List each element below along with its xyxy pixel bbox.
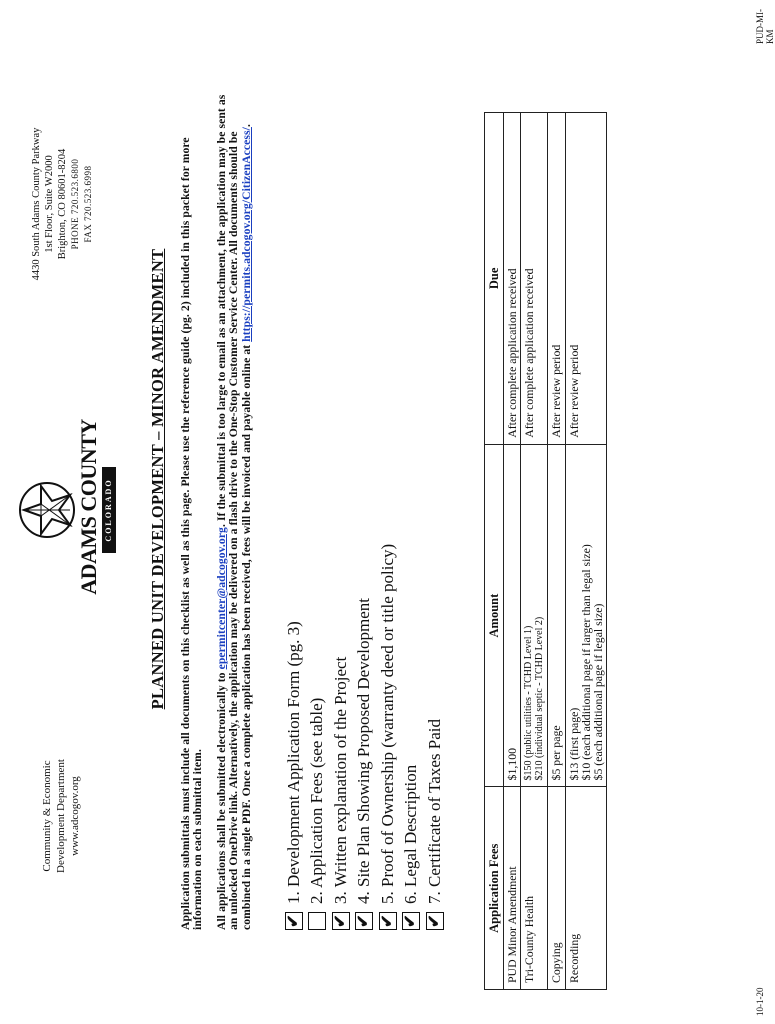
checklist-item-label: 1. Development Application Form (pg. 3): [283, 621, 303, 904]
address-block: [30, 84, 95, 324]
checkbox[interactable]: [426, 912, 444, 930]
checklist-item: [353, 230, 377, 930]
logo-subtitle: COLORADO: [102, 467, 116, 553]
checklist-item: [423, 230, 447, 930]
amount-line: $210 (individual septic - TCHD Level 2): [534, 616, 546, 781]
checklist-item-label: 5. Proof of Ownership (warranty deed or title policy): [377, 543, 397, 904]
fee-name: PUD Minor Amendment: [504, 787, 521, 990]
address-line-1: 4430 South Adams County Parkway: [31, 127, 42, 281]
page-title: PLANNED UNIT DEVELOPMENT – MINOR AMENDMENT: [148, 248, 167, 710]
email-link[interactable]: epermitcenter@adcogov.org: [215, 527, 228, 670]
checkbox[interactable]: [285, 912, 303, 930]
amount-line: $10 (each additional page if larger than legal size): [578, 544, 593, 781]
fee-due: After review period: [565, 113, 607, 445]
checklist-item: [306, 230, 330, 930]
submittal-paragraph: [216, 80, 253, 930]
checkbox[interactable]: [402, 912, 420, 930]
table-header-row: [485, 113, 504, 990]
submittal-text-1: All applications shall be submitted electronically to: [215, 669, 228, 930]
fee-due: After complete application received: [521, 113, 548, 445]
department-website: www.adcogov.org: [69, 776, 81, 856]
amount-line: $5 (each additional page if legal size): [591, 603, 606, 781]
fee-amount: [548, 444, 565, 787]
checkbox[interactable]: [332, 912, 350, 930]
fee-amount: [565, 444, 607, 787]
checkmark-icon: ✔: [402, 914, 420, 928]
adams-county-logo: [18, 419, 118, 629]
logo-wordmark: ADAMS COUNTY: [76, 419, 101, 595]
header-due: Due: [485, 113, 504, 445]
address-line-2: 1st Floor, Suite W2000: [44, 155, 55, 253]
checkbox[interactable]: [379, 912, 397, 930]
fee-due: After complete application received: [504, 113, 521, 445]
phone-line: PHONE 720.523.6800: [70, 158, 80, 250]
table-row: [565, 113, 607, 990]
table-row: [521, 113, 548, 990]
footer-code: PUD-MI-KM: [755, 9, 775, 44]
checklist-item-label: 6. Legal Description: [401, 764, 421, 904]
checklist-item-label: 7. Certificate of Taxes Paid: [424, 719, 444, 904]
amount-line: $5 per page: [549, 725, 564, 781]
table-row: [504, 113, 521, 990]
header-amount: Amount: [485, 444, 504, 787]
department-line-1: Community & Economic: [41, 760, 53, 872]
footer-date: 10-1-20: [755, 987, 765, 1016]
checkmark-icon: ✔: [378, 914, 396, 928]
fee-name: Recording: [565, 787, 607, 990]
address-line-3: Brighton, CO 80601-8204: [57, 148, 68, 260]
star-emblem-icon: [18, 481, 76, 539]
fee-name: Tri-County Health: [521, 787, 548, 990]
citizen-access-link[interactable]: https://permits.adcogov.org/CitizenAccess/: [239, 127, 253, 342]
submittal-checklist: [282, 230, 447, 930]
checkmark-icon: ✔: [284, 914, 302, 928]
header-application-fees: Application Fees: [485, 787, 504, 990]
fee-amount: [521, 444, 548, 787]
checklist-item: [282, 230, 306, 930]
fee-name: Copying: [548, 787, 565, 990]
checklist-item: [376, 230, 400, 930]
checklist-item-label: 4. Site Plan Showing Proposed Development: [354, 598, 374, 904]
checklist-item: [329, 230, 353, 930]
fees-table: [484, 112, 607, 990]
fax-line: FAX 720.523.6998: [83, 165, 93, 243]
checkmark-icon: ✔: [425, 914, 443, 928]
checkbox[interactable]: [355, 912, 373, 930]
checkmark-icon: ✔: [331, 914, 349, 928]
checkbox[interactable]: [308, 912, 326, 930]
amount-line: $150 (public utilities - TCHD Level 1): [523, 625, 535, 781]
table-row: [548, 113, 565, 990]
submittal-text-2: . If the submittal is too large to email as an attachment, the application may be sent as an unlocked OneDrive link. Alternatively, the application may be delivered on a flash drive to the One-Stop Customer Service Center. All documents should be combined in a single PDF. Once a complete application has been received, fees will be invoiced and payable online at: [215, 94, 253, 930]
amount-line: $1,100: [505, 748, 520, 781]
checklist-item: [400, 230, 424, 930]
checkmark-icon: ✔: [355, 914, 373, 928]
checklist-item-label: 2. Application Fees (see table): [307, 697, 327, 904]
checklist-item-label: 3. Written explanation of the Project: [330, 656, 350, 904]
amount-line: $13 (first page): [566, 707, 581, 781]
fee-amount: [504, 444, 521, 787]
intro-paragraph: Application submittals must include all documents on this checklist as well as this page. Please use the reference guide (pg. 2) included in this packet for more information on each submittal item.: [179, 137, 205, 930]
submittal-text-3: .: [239, 124, 253, 128]
department-line-2: Development Department: [55, 759, 67, 873]
department-block: [40, 716, 82, 916]
fee-due: After review period: [548, 113, 565, 445]
